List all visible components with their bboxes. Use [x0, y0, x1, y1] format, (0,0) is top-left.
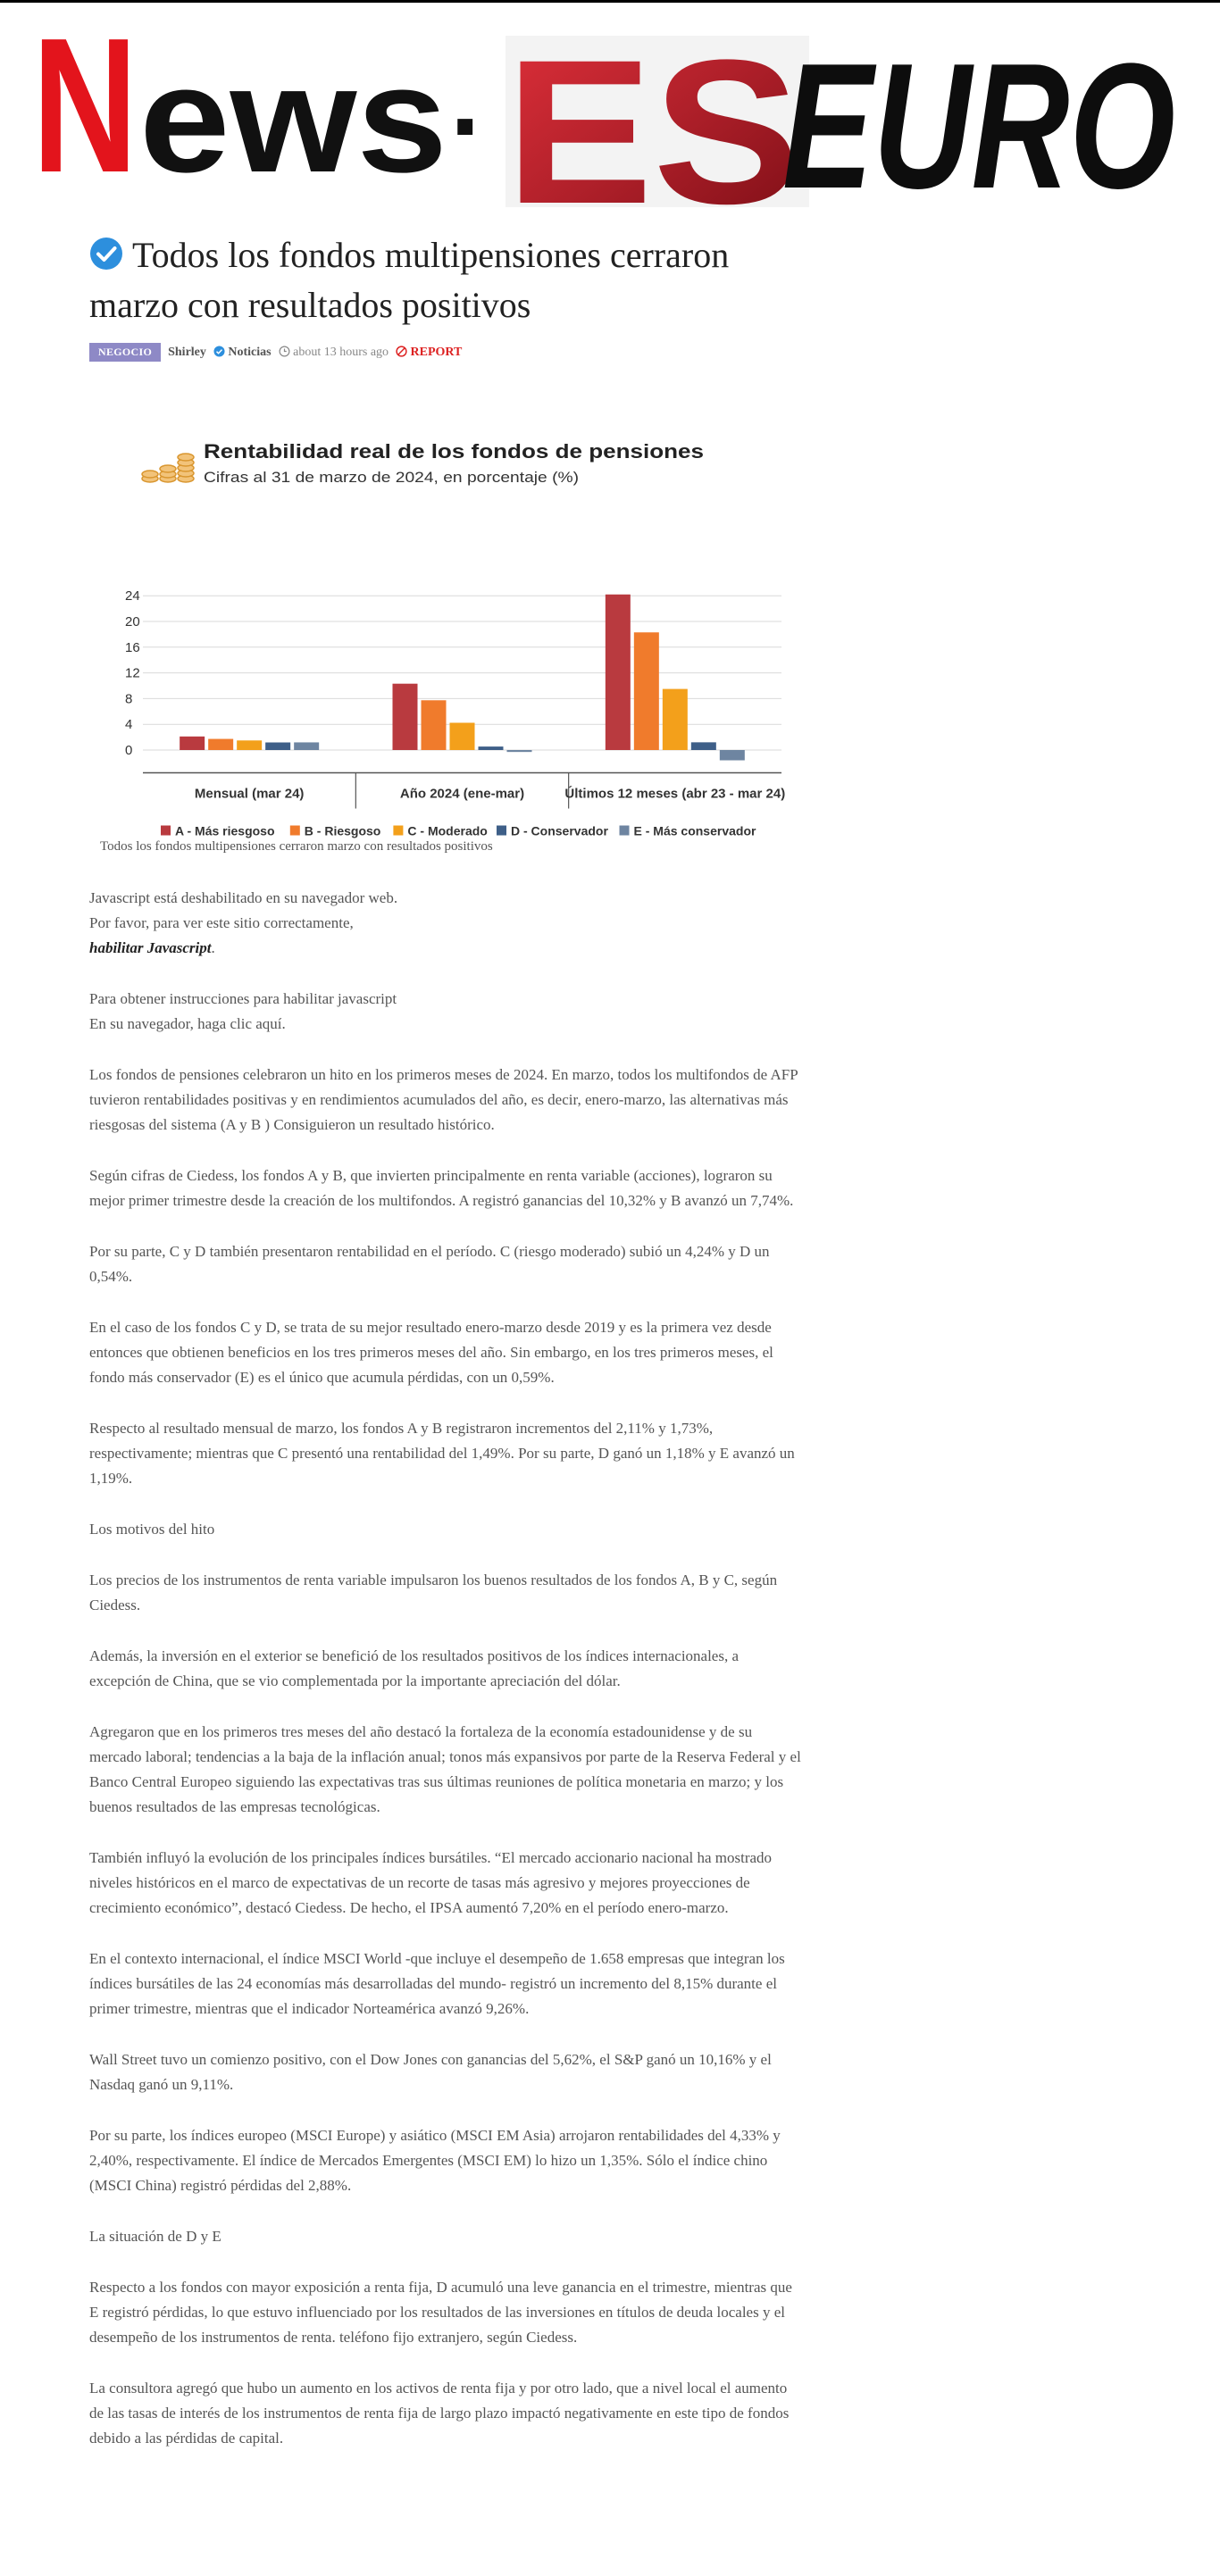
instr-line-2[interactable]: En su navegador, haga clic aquí. [89, 1015, 286, 1032]
legend-swatch [620, 826, 630, 836]
author-link[interactable]: Shirley [168, 345, 206, 359]
article-body [89, 886, 804, 2477]
js-instructions [89, 987, 804, 1037]
logo-n: N [32, 29, 138, 213]
time-text: about 13 hours ago [293, 345, 389, 359]
bar-3-2 [450, 722, 475, 750]
paragraph: Según cifras de Ciedess, los fondos A y B, que invierten principalmente en renta variable (acciones), lograron su mejor primer trimestre desde la creación de los multifondos. A registró ganancias del 10,32% y B avanzó un 7,74%. [89, 1167, 794, 1209]
paragraph: Los fondos de pensiones celebraron un hito en los primeros meses de 2024. En marzo, todos los multifondos de AFP tuvieron rentabilidades positivas y en rendimientos acumulados del año, es decir, enero-marzo, las alternativas más riesgosas del sistema (A y B ) Consiguieron un resultado histórico. [89, 1066, 798, 1133]
bar-1-1 [180, 737, 205, 750]
paragraph: Respecto a los fondos con mayor exposición a renta fija, D acumuló una leve ganancia en el trimestre, mientras que E registró pérdidas, lo que estuvo influenciado por los resultados de las inversiones en títulos de deuda locales y el desempeño de los instrumentos de renta. teléfono fijo extranjero, según Ciedess. [89, 2279, 792, 2346]
bar-4-3 [691, 742, 716, 750]
image-caption: Todos los fondos multipensiones cerraron marzo con resultados positivos [100, 839, 493, 854]
y-tick-label: 20 [125, 614, 140, 629]
subheading: La situación de D y E [89, 2228, 221, 2245]
logo-euro: EURO [782, 29, 1175, 213]
legend-label: A - Más riesgoso [175, 823, 275, 838]
legend-swatch [393, 826, 403, 836]
category-badge[interactable]: NEGOCIO [89, 343, 161, 362]
bar-3-1 [237, 740, 262, 750]
paragraph: En el contexto internacional, el índice MSCI World -que incluye el desempeño de 1.658 empresas que integran los índices bursátiles de las 24 economías más desarrolladas del mundo- registró un incremento del 8,15% durante el primer trimestre, mientras que el indicador Norteamérica avanzó 9,26%. [89, 1950, 785, 2017]
bar-3-3 [663, 689, 688, 750]
x-tick-label: Mensual (mar 24) [194, 786, 305, 802]
section-link[interactable] [213, 346, 272, 360]
subheading: Los motivos del hito [89, 1521, 215, 1538]
y-tick-label: 16 [125, 639, 140, 655]
logo-es: ES [506, 29, 800, 213]
bar-5-1 [294, 742, 319, 750]
bar-5-3 [720, 750, 745, 761]
paragraph: Los precios de los instrumentos de renta variable impulsaron los buenos resultados de los fondos A, B y C, según Ciedess. [89, 1571, 778, 1613]
paragraph: La consultora agregó que hubo un aumento en los activos de renta fija y por otro lado, que a nivel local el aumento de las tasas de interés de los instrumentos de renta fija de largo plazo impactó negativamente en este tipo de fondos debido a las pérdidas de capital. [89, 2380, 790, 2447]
bar-4-2 [479, 746, 504, 750]
block-icon [396, 346, 407, 357]
legend-label: E - Más conservador [633, 823, 756, 838]
paragraph: También influyó la evolución de los principales índices bursátiles. “El mercado accionario nacional ha mostrado niveles históricos en el marco de expectativas de un recorte de tasas más agresivo y mejores proyecciones de crecimiento económico”, destacó Ciedess. De hecho, el IPSA aumentó 7,20% en el período enero-marzo. [89, 1849, 773, 1916]
legend-label: D - Conservador [511, 823, 608, 838]
chart-title: Rentabilidad real de los fondos de pensiones [204, 440, 704, 463]
bar-4-1 [265, 743, 290, 750]
article-meta [89, 343, 462, 362]
x-tick-label: Últimos 12 meses (abr 23 - mar 24) [564, 786, 786, 802]
legend-swatch [290, 826, 300, 836]
paragraph: Además, la inversión en el exterior se benefició de los resultados positivos de los índices internacionales, a excepción de China, que se vio complementada por la importante apreciación del dólar. [89, 1647, 740, 1689]
report-label: REPORT [410, 345, 463, 359]
bar-2-2 [422, 700, 447, 750]
paragraph: Agregaron que en los primeros tres meses del año destacó la fortaleza de la economía estadounidense y de su mercado laboral; tendencias a la baja de la inflación anual; tonos más expansivos por parte de la Reserva Federal y el Banco Central Europeo siguiendo las expectativas tras sus últimas reuniones de política monetaria en marzo; y los buenos resultados de las empresas tecnológicas. [89, 1723, 801, 1815]
y-tick-label: 12 [125, 665, 140, 681]
paragraph: Por su parte, los índices europeo (MSCI Europe) y asiático (MSCI EM Asia) arrojaron rentabilidades del 4,33% y 2,40%, respectivamente. El índice de Mercados Emergentes (MSCI EM) lo hizo un 1,35%. Sólo el índice chino (MSCI China) registró pérdidas del 2,88%. [89, 2127, 781, 2194]
top-border [0, 0, 1220, 3]
x-tick-label: Año 2024 (ene-mar) [399, 786, 525, 802]
legend-label: B - Riesgoso [304, 823, 381, 838]
enable-js-link[interactable]: habilitar Javascript [89, 939, 212, 956]
pension-returns-chart [89, 397, 786, 839]
logo-ews: ews [139, 35, 447, 204]
clock-icon [279, 346, 290, 357]
legend-swatch [161, 826, 171, 836]
logo-dot: · [450, 66, 486, 186]
section-label: Noticias [228, 345, 272, 359]
bar-2-1 [208, 739, 233, 750]
bar-1-2 [393, 684, 418, 750]
y-tick-label: 4 [125, 717, 133, 733]
js-line-1: Javascript está deshabilitado en su navegador web. [89, 889, 398, 906]
instr-line-1: Para obtener instrucciones para habilitar javascript [89, 990, 397, 1007]
y-tick-label: 24 [125, 588, 140, 604]
site-logo[interactable] [32, 29, 1188, 213]
js-notice [89, 886, 804, 961]
legend-label: C - Moderado [407, 823, 488, 838]
verified-check-icon [89, 237, 123, 271]
bar-2-3 [634, 632, 659, 750]
paragraph: En el caso de los fondos C y D, se trata de su mejor resultado enero-marzo desde 2019 y es la primera vez desde entonces que obtienen beneficios en los tres primeros meses del año. Sin embargo, en los tres primeros meses, el fondo más conservador (E) es el único que acumula pérdidas, con un 0,59%. [89, 1319, 773, 1386]
y-tick-label: 8 [125, 691, 133, 707]
report-button[interactable] [396, 346, 462, 360]
article-header [89, 230, 804, 330]
verified-check-icon [213, 346, 225, 357]
chart-subtitle: Cifras al 31 de marzo de 2024, en porcentaje (%) [204, 469, 579, 486]
paragraph: Respecto al resultado mensual de marzo, los fondos A y B registraron incrementos del 2,11% y 1,73%, respectivamente; mientras que C presentó una rentabilidad del 1,49%. Por su parte, D ganó un 1,18% y E avanzó un 1,19%. [89, 1420, 795, 1487]
js-line-end: . [211, 939, 215, 956]
js-line-2: Por favor, para ver este sitio correctamente, [89, 914, 354, 931]
bar-5-2 [507, 750, 532, 752]
y-tick-label: 0 [125, 743, 133, 758]
timestamp [279, 346, 389, 360]
bar-1-3 [606, 595, 631, 750]
paragraph: Wall Street tuvo un comienzo positivo, con el Dow Jones con ganancias del 5,62%, el S&P ganó un 10,16% y el Nasdaq ganó un 9,11%. [89, 2051, 772, 2093]
page-title [89, 230, 804, 330]
paragraph: Por su parte, C y D también presentaron rentabilidad en el período. C (riesgo moderado) subió un 4,24% y D un 0,54%. [89, 1243, 770, 1285]
legend-swatch [497, 826, 506, 836]
title-text: Todos los fondos multipensiones cerraron marzo con resultados positivos [89, 235, 730, 325]
